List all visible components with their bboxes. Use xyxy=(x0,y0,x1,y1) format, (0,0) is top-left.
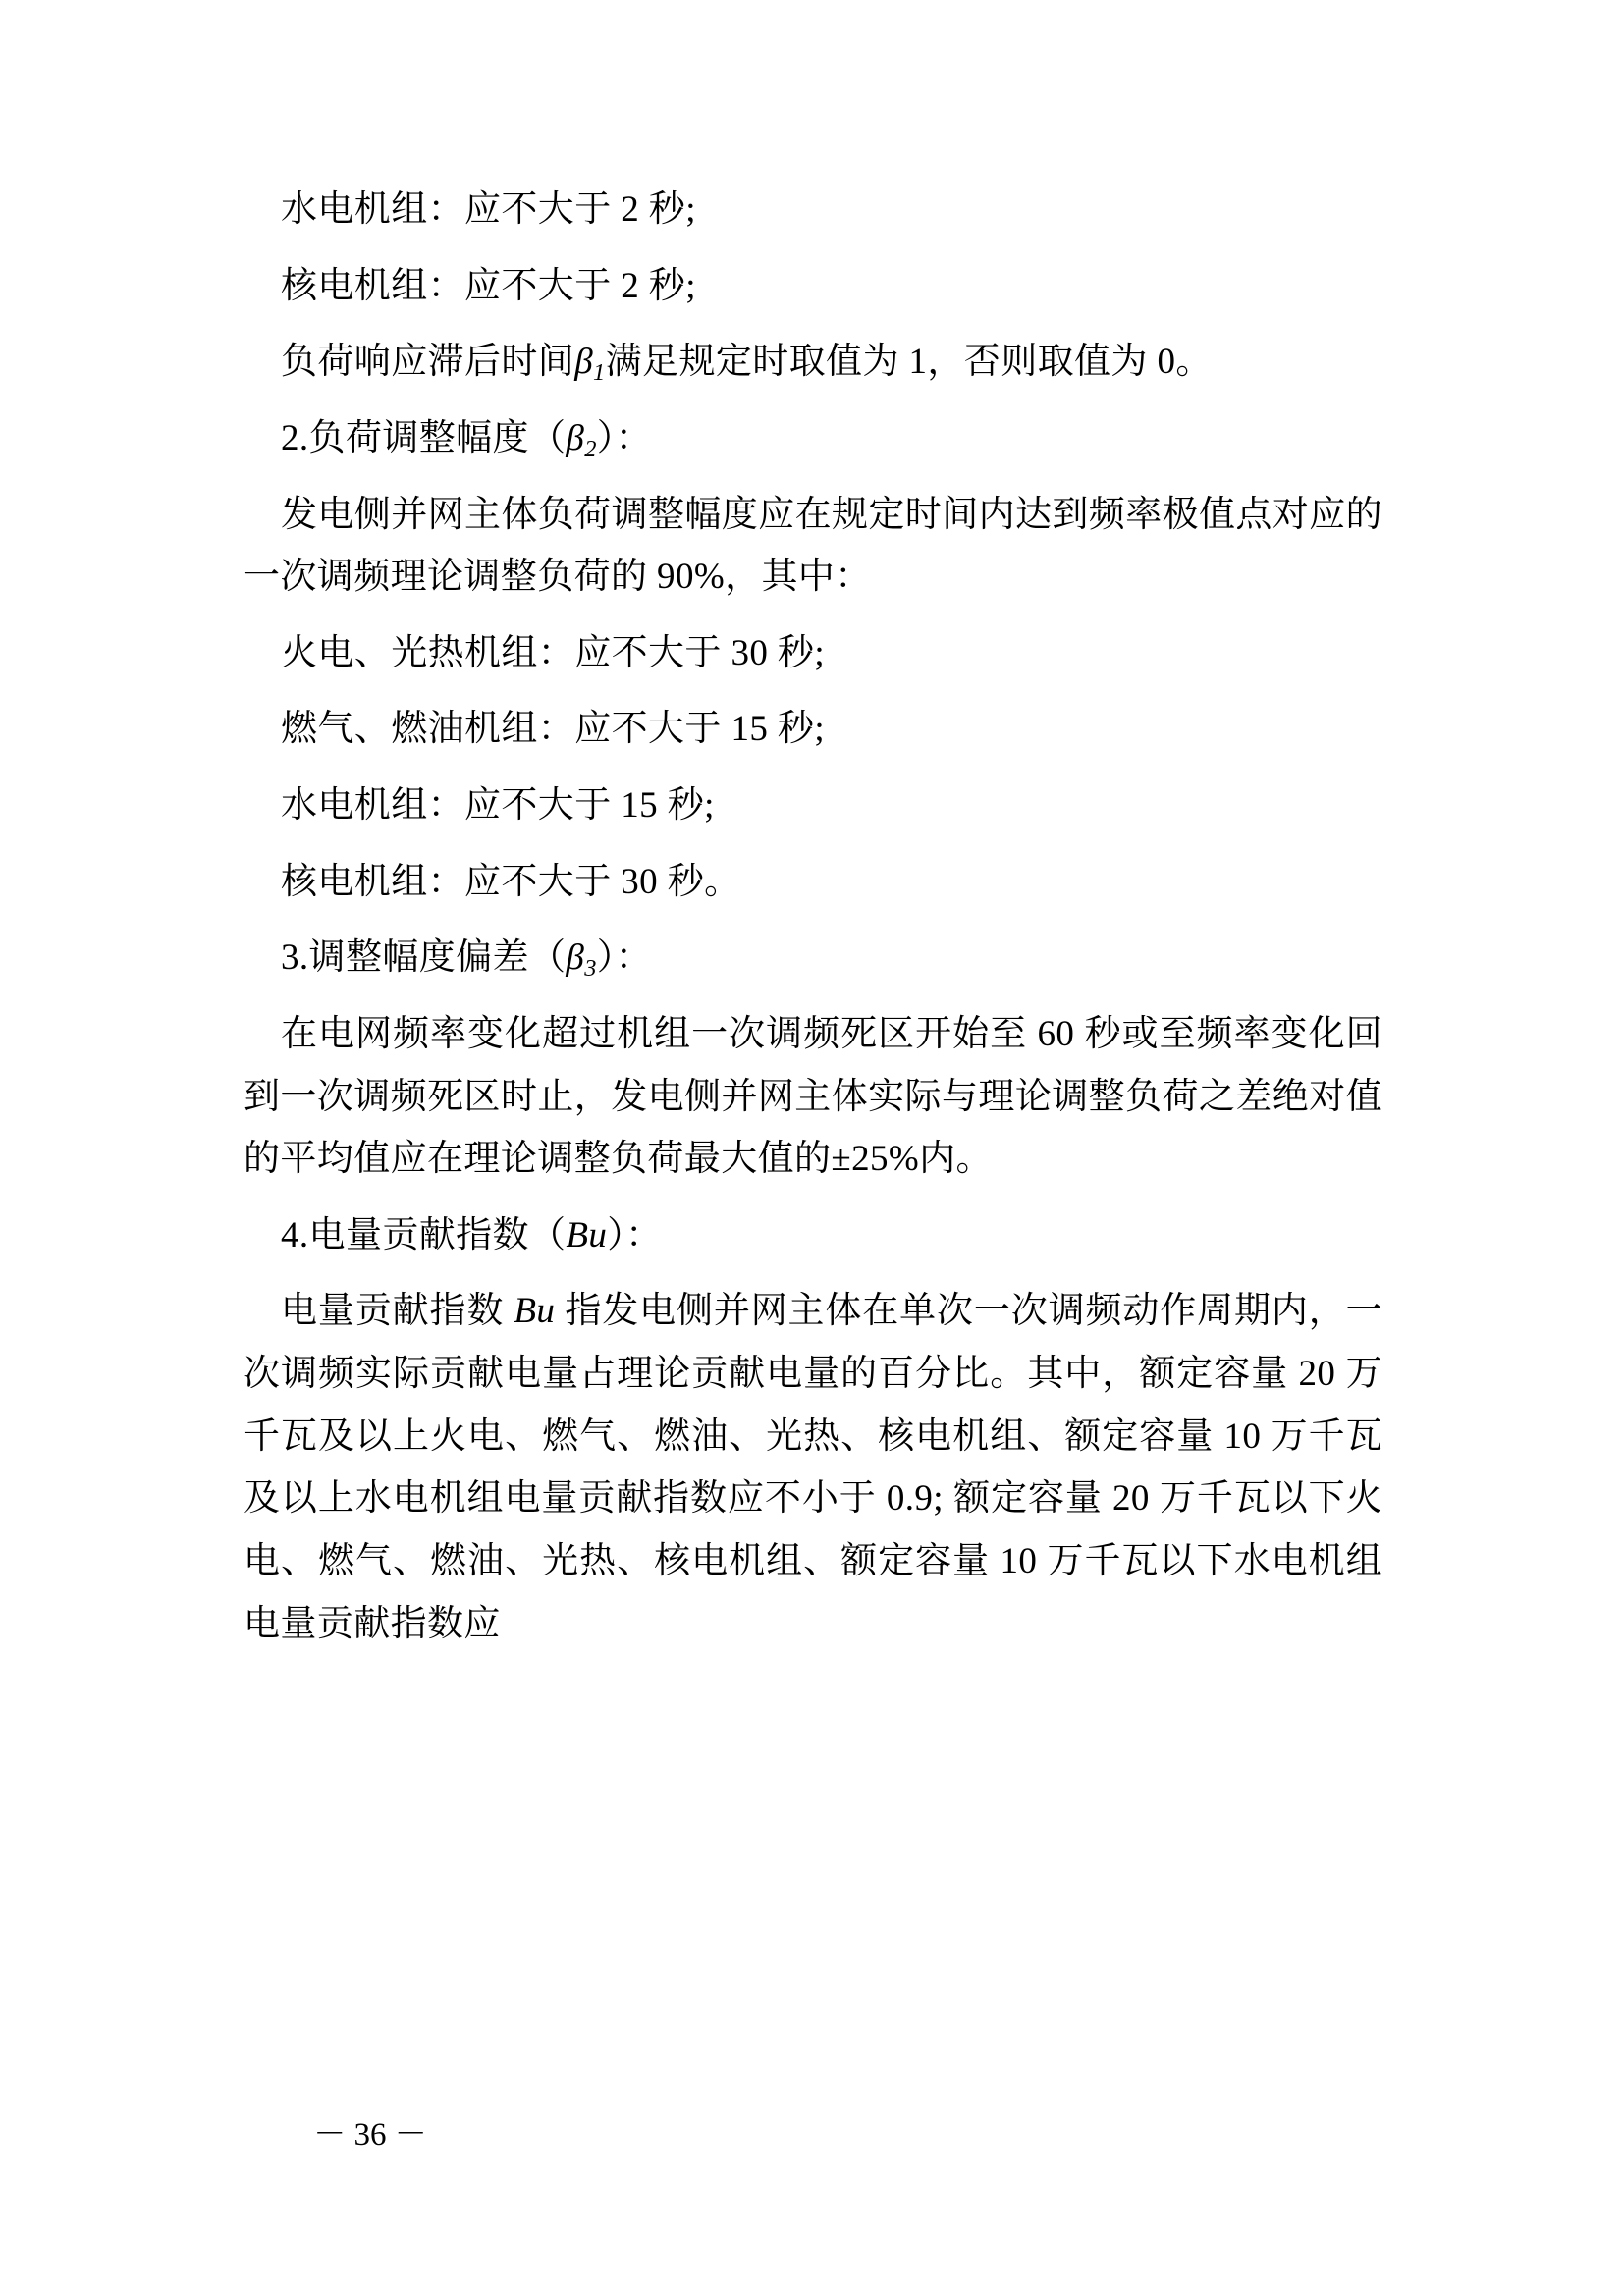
paragraph-item4-heading: 4.电量贡献指数（Bu）： xyxy=(281,1214,663,1255)
paragraph-item3-body: 在电网频率变化超过机组一次调频死区开始至 60 秒或至频率变化回到一次调频死区时止，发电侧并网主体实际与理论调整负荷之差绝对值的平均值应在理论调整负荷最大值的±25%内。 xyxy=(244,1013,1382,1180)
page-footer xyxy=(0,2109,1624,2155)
paragraph-gas-oil-amplitude: 燃气、燃油机组：应不大于 15 秒; xyxy=(281,709,825,750)
document-body xyxy=(244,179,1382,1669)
paragraph-load-response-delay: 负荷响应滞后时间$\beta_1$满足规定时取值为 1，否则取值为 0。 xyxy=(281,342,1213,387)
paragraph-item2-heading: 2.负荷调整幅度$(\beta_2)$： xyxy=(281,417,653,462)
paragraph-item2-body: 发电侧并网主体负荷调整幅度应在规定时间内达到频率极值点对应的一次调频理论调整负荷的 90%，其中： xyxy=(244,494,1382,598)
paragraph-nuclear-amplitude: 核电机组：应不大于 30 秒。 xyxy=(281,861,741,902)
paragraph-hydro-unit-delay: 水电机组：应不大于 2 秒; xyxy=(281,189,696,230)
paragraph-hydro-amplitude: 水电机组：应不大于 15 秒; xyxy=(281,785,715,826)
paragraph-item3-heading: 3.调整幅度偏差$(\beta_3)$： xyxy=(281,937,653,983)
paragraph-thermal-solar-amplitude: 火电、光热机组：应不大于 30 秒; xyxy=(281,632,825,673)
paragraph-nuclear-unit-delay: 核电机组：应不大于 2 秒; xyxy=(281,265,696,306)
page-number: － 36 － xyxy=(313,2117,427,2153)
paragraph-item4-body: 电量贡献指数 Bu 指发电侧并网主体在单次一次调频动作周期内，一次调频实际贡献电量占理论贡献电量的百分比。其中，额定容量 20 万千瓦及以上火电、燃气、燃油、光热、核电机组、额定容量 10 万千瓦及以上水电机组电量贡献指数应不小于 0.9; 额定容量 20 万千瓦以下火电、燃气、燃油、光热、核电机组、额定容量 10 万千瓦以下水电机组电量贡献指数应 xyxy=(244,1291,1382,1644)
